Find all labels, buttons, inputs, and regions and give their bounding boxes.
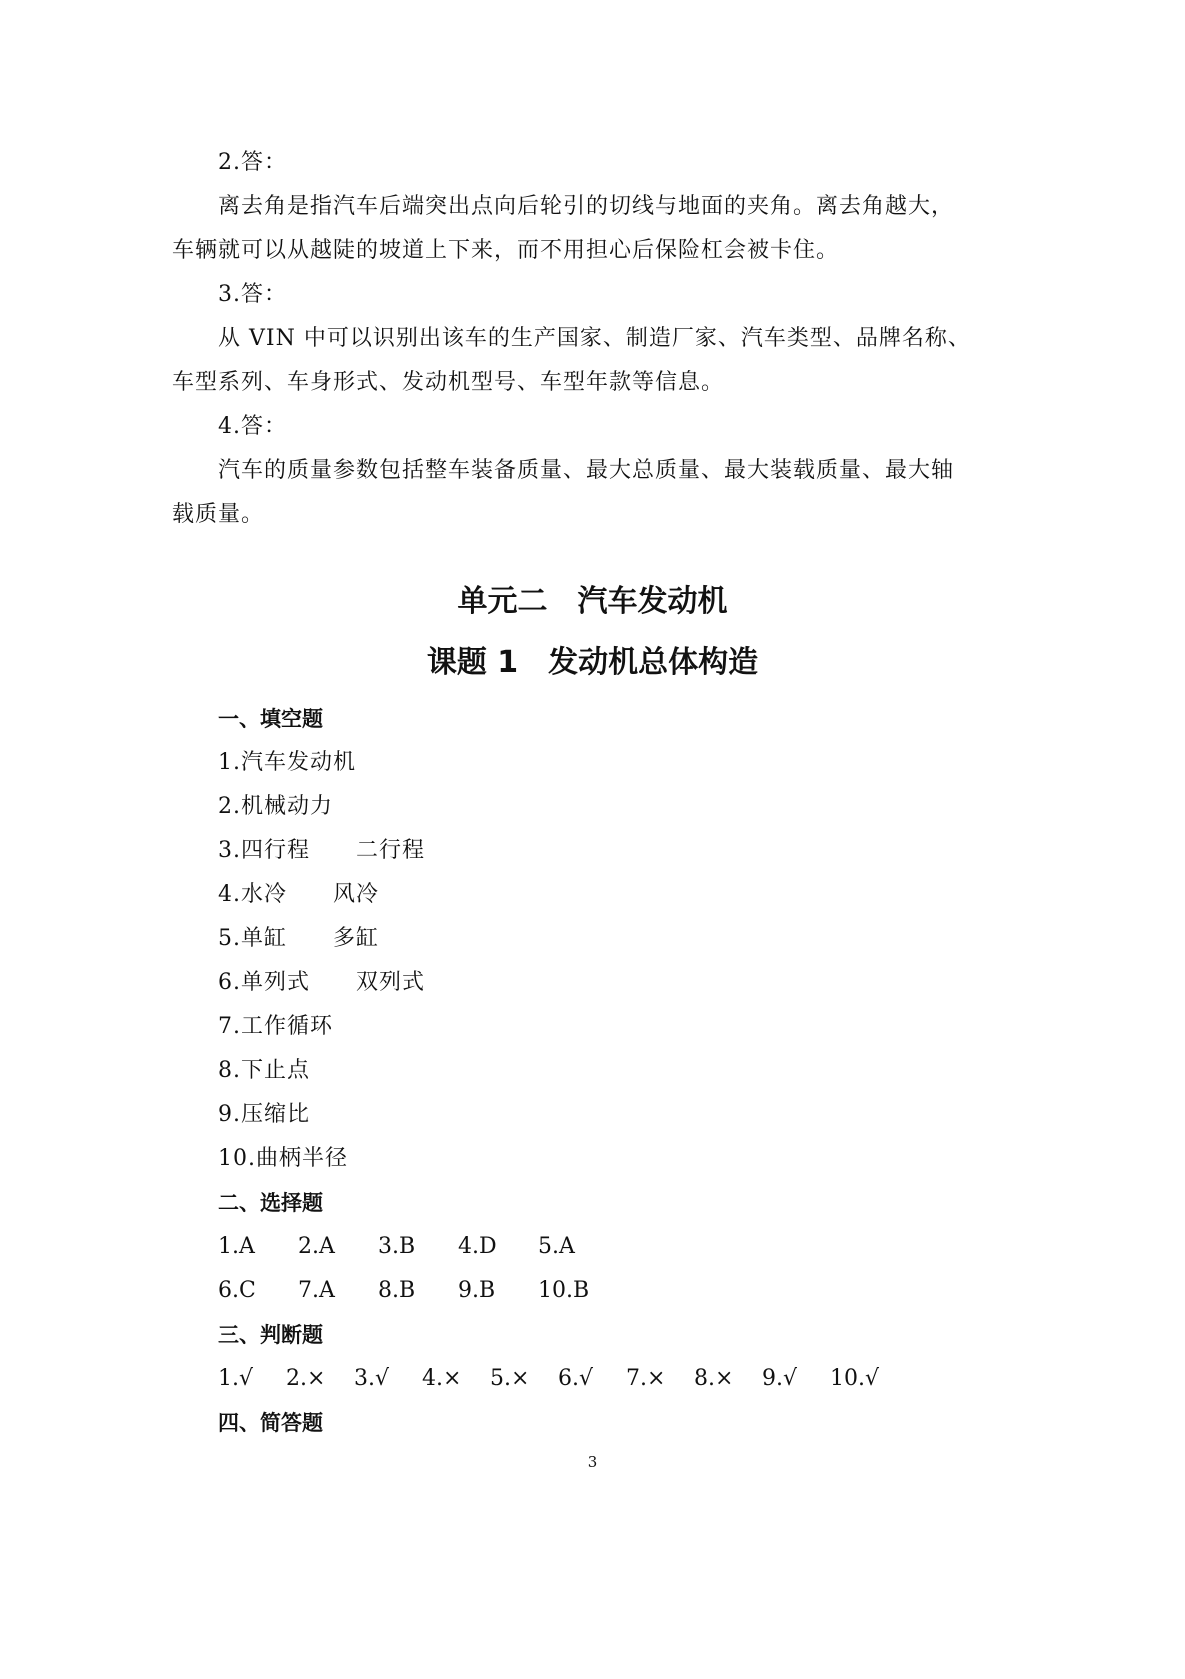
choice-answer: 8.B — [378, 1278, 416, 1303]
true-false-answer: 2.× — [286, 1366, 326, 1391]
fill-in-item: 2.机械动力 — [218, 794, 333, 819]
true-false-answer: 3.√ — [354, 1366, 390, 1391]
answer-text: 车辆就可以从越陡的坡道上下来，而不用担心后保险杠会被卡住。 — [172, 238, 840, 263]
true-false-answer: 8.× — [694, 1366, 734, 1391]
section-heading-choice: 二、选择题 — [218, 1191, 323, 1215]
choice-answer: 7.A — [298, 1278, 335, 1303]
true-false-answer: 9.√ — [762, 1366, 798, 1391]
page-number: 3 — [587, 1453, 598, 1471]
answer-text: 载质量。 — [172, 502, 265, 527]
true-false-answer: 10.√ — [830, 1366, 880, 1391]
fill-in-item: 1.汽车发动机 — [218, 750, 356, 775]
answer-label: 4.答： — [218, 414, 287, 439]
section-heading-short-answer: 四、简答题 — [218, 1411, 323, 1435]
unit-title: 单元二 汽车发动机 — [457, 584, 728, 619]
choice-answer: 2.A — [298, 1234, 335, 1259]
fill-in-item: 8.下止点 — [218, 1058, 310, 1083]
answer-text: 汽车的质量参数包括整车装备质量、最大总质量、最大装载质量、最大轴 — [218, 458, 955, 483]
true-false-answer: 4.× — [422, 1366, 462, 1391]
answer-label: 2.答： — [218, 150, 287, 175]
true-false-answer: 5.× — [490, 1366, 530, 1391]
choice-answer: 9.B — [458, 1278, 496, 1303]
lesson-title: 课题 1 发动机总体构造 — [426, 645, 759, 680]
fill-in-item: 6.单列式 双列式 — [218, 970, 425, 995]
choice-row — [218, 1276, 618, 1306]
choice-answer: 4.D — [458, 1234, 497, 1259]
answer-text: 从 VIN 中可以识别出该车的生产国家、制造厂家、汽车类型、品牌名称、 — [218, 326, 971, 351]
true-false-answer: 7.× — [626, 1366, 666, 1391]
answer-text: 离去角是指汽车后端突出点向后轮引的切线与地面的夹角。离去角越大， — [218, 194, 955, 219]
choice-answer: 1.A — [218, 1234, 255, 1259]
fill-in-item: 3.四行程 二行程 — [218, 838, 425, 863]
fill-in-item: 9.压缩比 — [218, 1102, 310, 1127]
fill-in-item: 7.工作循环 — [218, 1014, 333, 1039]
true-false-row — [218, 1364, 898, 1394]
choice-answer: 3.B — [378, 1234, 416, 1259]
choice-answer: 5.A — [538, 1234, 575, 1259]
true-false-answer: 6.√ — [558, 1366, 594, 1391]
choice-row — [218, 1232, 618, 1262]
choice-answer: 10.B — [538, 1278, 590, 1303]
answer-text: 车型系列、车身形式、发动机型号、车型年款等信息。 — [172, 370, 725, 395]
fill-in-item: 4.水冷 风冷 — [218, 882, 379, 907]
section-heading-true-false: 三、判断题 — [218, 1323, 323, 1347]
fill-in-item: 10.曲柄半径 — [218, 1146, 348, 1171]
choice-answer: 6.C — [218, 1278, 256, 1303]
section-heading-fill-in: 一、填空题 — [218, 707, 323, 731]
true-false-answer: 1.√ — [218, 1366, 254, 1391]
fill-in-item: 5.单缸 多缸 — [218, 926, 379, 951]
answer-label: 3.答： — [218, 282, 287, 307]
